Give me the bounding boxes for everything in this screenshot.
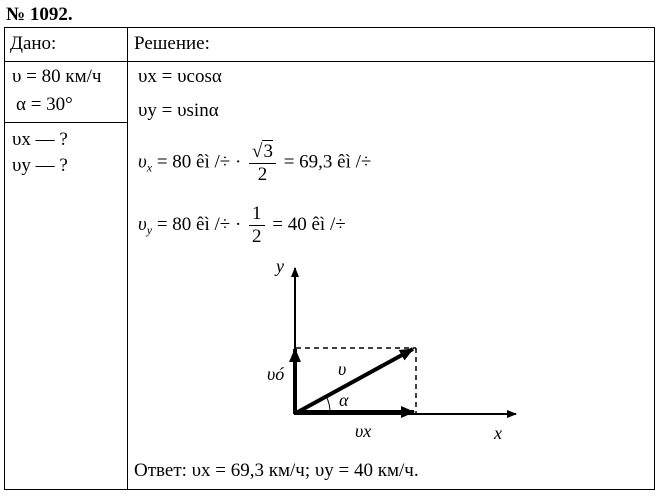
- vx-calc-lhs: = 80 êì /÷ ·: [156, 151, 242, 173]
- vx-calculation: $\upsilon_x = 80$ êì /÷ · $\frac{√3}{2}$ = 69,3 êì /÷: [138, 141, 372, 185]
- v-vector: [296, 349, 413, 413]
- vx-calc-rhs: = 69,3 êì /÷: [283, 151, 372, 173]
- vx-fraction: $\frac{√3}{2}$: [249, 140, 276, 186]
- vx-formula: υx = υcosα: [138, 66, 222, 87]
- vx-fraction-denominator: 2: [257, 164, 268, 185]
- find-vy: υy — ?: [12, 155, 68, 176]
- vy-vector-label: υó: [267, 364, 285, 384]
- x-axis-label: x: [494, 423, 502, 443]
- vx-vector-label: υx: [355, 421, 372, 441]
- vy-calc-rhs: = 40 êì /÷: [272, 213, 346, 235]
- vx-fraction-numerator: 3: [263, 141, 273, 162]
- v-vector-label: υ: [338, 359, 347, 379]
- find-vx: υx — ?: [12, 129, 68, 150]
- answer-text: Ответ: υx = 69,3 км/ч; υy = 40 км/ч.: [134, 460, 419, 481]
- given-velocity: υ = 80 км/ч: [12, 66, 102, 87]
- vy-calc-lhs: = 80 êì /÷ ·: [156, 213, 242, 235]
- vy-calculation: $\upsilon_y = 80$ êì /÷ · $\frac{1}{2}$ = 40 êì /÷: [138, 203, 346, 247]
- vy-fraction-numerator: 1: [249, 203, 265, 226]
- vy-formula: υy = υsinα: [138, 100, 219, 121]
- vy-fraction-denominator: 2: [252, 226, 262, 247]
- alpha-label: α: [339, 390, 349, 410]
- problem-number: № 1092.: [6, 4, 73, 25]
- given-header: Дано:: [10, 33, 57, 54]
- y-axis-label: y: [276, 256, 284, 276]
- given-angle: α = 30°: [16, 94, 73, 115]
- solution-header: Решение:: [134, 33, 210, 54]
